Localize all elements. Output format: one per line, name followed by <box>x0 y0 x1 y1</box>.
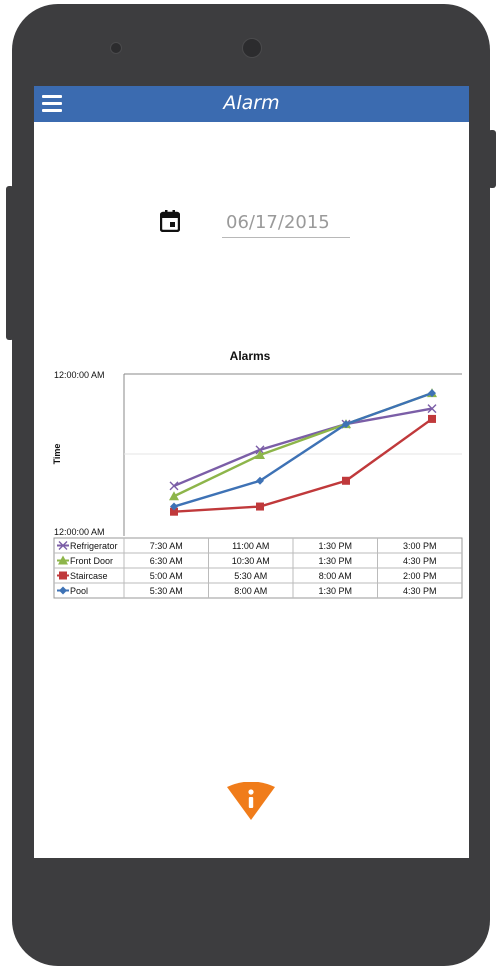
legend-entry: Staircase <box>70 571 108 581</box>
table-cell: 5:00 AM <box>149 571 183 581</box>
table-cell: 2:00 PM <box>402 571 437 581</box>
series-line-staircase <box>174 419 432 512</box>
legend-entry: Refrigerator <box>70 541 118 551</box>
volume-button <box>6 186 14 340</box>
calendar-icon[interactable] <box>160 210 180 232</box>
data-point-marker <box>342 477 350 485</box>
table-cell: 1:30 PM <box>318 586 353 596</box>
y-tick-label: 12:00:00 AM <box>54 370 105 380</box>
camera-icon <box>242 38 262 58</box>
legend-entry: Pool <box>70 586 89 596</box>
table-cell: 1:30 PM <box>318 556 353 566</box>
alarms-chart <box>52 344 466 606</box>
page-title: Alarm <box>223 92 280 114</box>
alarms-chart-svg <box>52 344 466 606</box>
table-cell: 5:30 AM <box>149 586 183 596</box>
chart-title: Alarms <box>229 349 271 363</box>
legend-entry: Front Door <box>70 556 114 566</box>
data-point-marker <box>256 503 264 511</box>
table-cell: 11:00 AM <box>232 541 270 551</box>
info-icon[interactable] <box>225 782 277 822</box>
table-cell: 10:30 AM <box>231 556 270 566</box>
date-input[interactable] <box>222 207 350 238</box>
table-cell: 1:30 PM <box>318 541 353 551</box>
data-point-marker <box>428 415 436 423</box>
data-point-marker <box>59 572 67 580</box>
table-cell: 7:30 AM <box>149 541 183 551</box>
table-cell: 4:30 PM <box>402 586 437 596</box>
y-axis-label: Time <box>52 443 62 465</box>
table-cell: 8:00 AM <box>234 586 268 596</box>
app-bar <box>34 86 469 122</box>
series-line-pool <box>174 393 432 506</box>
table-cell: 3:00 PM <box>402 541 437 551</box>
power-button <box>488 130 496 188</box>
table-cell: 5:30 AM <box>234 571 268 581</box>
series-line-front-door <box>174 393 432 496</box>
y-tick-label: 12:00:00 AM <box>54 527 105 537</box>
data-point-marker <box>59 587 67 595</box>
table-cell: 8:00 AM <box>318 571 352 581</box>
table-cell: 4:30 PM <box>402 556 437 566</box>
table-cell: 6:30 AM <box>149 556 183 566</box>
app-screen <box>34 86 469 858</box>
speaker-icon <box>110 42 122 54</box>
